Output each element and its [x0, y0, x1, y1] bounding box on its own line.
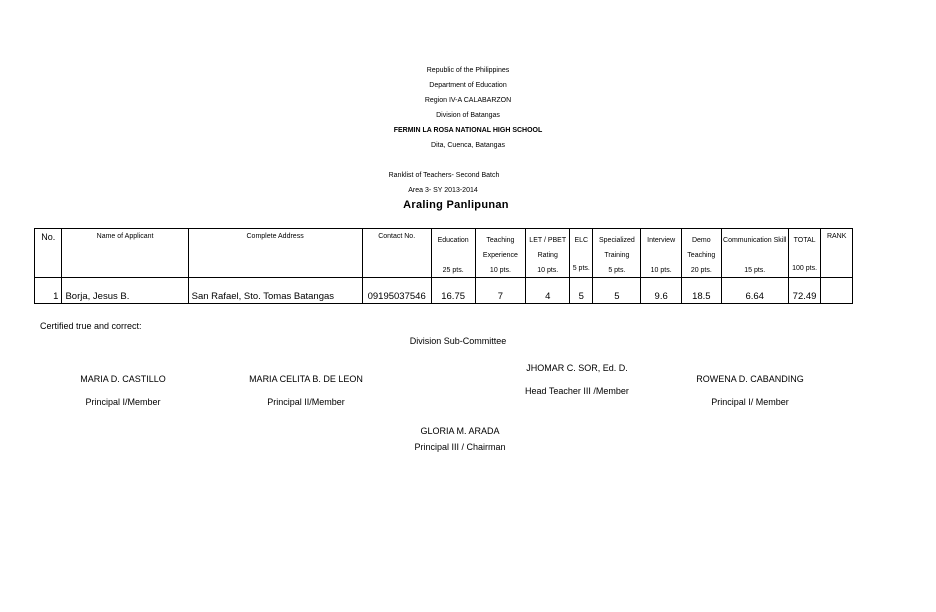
column-header-points: 20 pts. — [690, 267, 712, 274]
header-department: Department of Education — [429, 82, 507, 89]
column-header-label: Teaching Experience — [482, 237, 518, 259]
column-header-label: Interview — [647, 237, 676, 244]
column-header-points: 100 pts. — [792, 265, 818, 272]
column-header-communication-skill — [721, 229, 788, 278]
header-school-address: Dita, Cuenca, Batangas — [431, 142, 505, 149]
column-header-points: 5 pts. — [572, 265, 590, 272]
table-row — [35, 278, 853, 304]
column-header-label: Specialized Training — [598, 237, 635, 259]
column-header-label: Contact No. — [378, 233, 416, 240]
header-school: FERMIN LA ROSA NATIONAL HIGH SCHOOL — [393, 127, 543, 134]
signatory-title: Principal I/Member — [85, 397, 161, 407]
column-header-specialized-training — [593, 229, 641, 278]
signatory-name: JHOMAR C. SOR, Ed. D. — [526, 363, 628, 373]
column-header-total — [788, 229, 821, 278]
cell-contact: 09195037546 — [362, 278, 431, 304]
signatory-name: MARIA D. CASTILLO — [80, 374, 166, 384]
cell-let-pbet: 4 — [526, 278, 570, 304]
column-header-points: 10 pts. — [537, 267, 559, 274]
cell-specialized-training: 5 — [593, 278, 641, 304]
column-header-points: 10 pts. — [489, 267, 511, 274]
cell-name: Borja, Jesus B. — [62, 278, 188, 304]
cell-interview: 9.6 — [641, 278, 682, 304]
cell-address: San Rafael, Sto. Tomas Batangas — [188, 278, 362, 304]
column-header-elc — [570, 229, 593, 278]
signatory-title: Head Teacher III /Member — [525, 386, 629, 396]
column-header-no — [35, 229, 62, 278]
cell-education: 16.75 — [431, 278, 475, 304]
column-header-label: No. — [41, 232, 56, 242]
column-header-address — [188, 229, 362, 278]
column-header-points: 10 pts. — [650, 267, 672, 274]
signatory-title: Principal I/ Member — [711, 397, 789, 407]
table-header-row — [35, 229, 853, 278]
column-header-label: Education — [437, 237, 469, 244]
cell-no: 1 — [35, 278, 62, 304]
cell-communication-skill: 6.64 — [721, 278, 788, 304]
chairman-title: Principal III / Chairman — [414, 442, 506, 452]
header-republic: Republic of the Philippines — [426, 67, 510, 74]
column-header-points: 15 pts. — [744, 267, 766, 274]
column-header-education — [431, 229, 475, 278]
column-header-label: Name of Applicant — [96, 233, 154, 240]
cell-teaching-experience: 7 — [475, 278, 526, 304]
column-header-rank — [821, 229, 853, 278]
cell-demo-teaching: 18.5 — [681, 278, 721, 304]
column-header-name — [62, 229, 188, 278]
cell-rank — [821, 278, 853, 304]
column-header-label: Demo Teaching — [687, 237, 716, 259]
signatory-name: ROWENA D. CABANDING — [696, 374, 804, 384]
column-header-demo-teaching — [681, 229, 721, 278]
column-header-contact — [362, 229, 431, 278]
chairman-name: GLORIA M. ARADA — [420, 426, 500, 436]
cell-total: 72.49 — [788, 278, 821, 304]
column-header-label: TOTAL — [793, 237, 816, 244]
column-header-points: 25 pts. — [442, 267, 464, 274]
committee-title: Division Sub-Committee — [409, 336, 507, 346]
column-header-points: 5 pts. — [608, 267, 626, 274]
signatory-name: MARIA CELITA B. DE LEON — [249, 374, 363, 384]
ranklist-table — [34, 228, 853, 304]
header-region: Region IV-A CALABARZON — [424, 97, 512, 104]
column-header-label: Communication Skill — [723, 237, 787, 244]
header-division: Division of Batangas — [436, 112, 500, 119]
column-header-label: RANK — [826, 233, 847, 240]
header-area: Area 3- SY 2013-2014 — [408, 187, 478, 194]
subject-title: Araling Panlipunan — [403, 199, 509, 211]
column-header-teaching-experience — [475, 229, 526, 278]
column-header-label: Complete Address — [246, 233, 304, 240]
header-ranklist: Ranklist of Teachers- Second Batch — [388, 172, 500, 179]
cell-elc: 5 — [570, 278, 593, 304]
column-header-label: LET / PBET Rating — [529, 237, 567, 259]
certified-text: Certified true and correct: — [40, 321, 142, 331]
column-header-let-pbet — [526, 229, 570, 278]
column-header-interview — [641, 229, 682, 278]
signatory-title: Principal II/Member — [267, 397, 345, 407]
column-header-label: ELC — [574, 237, 589, 244]
